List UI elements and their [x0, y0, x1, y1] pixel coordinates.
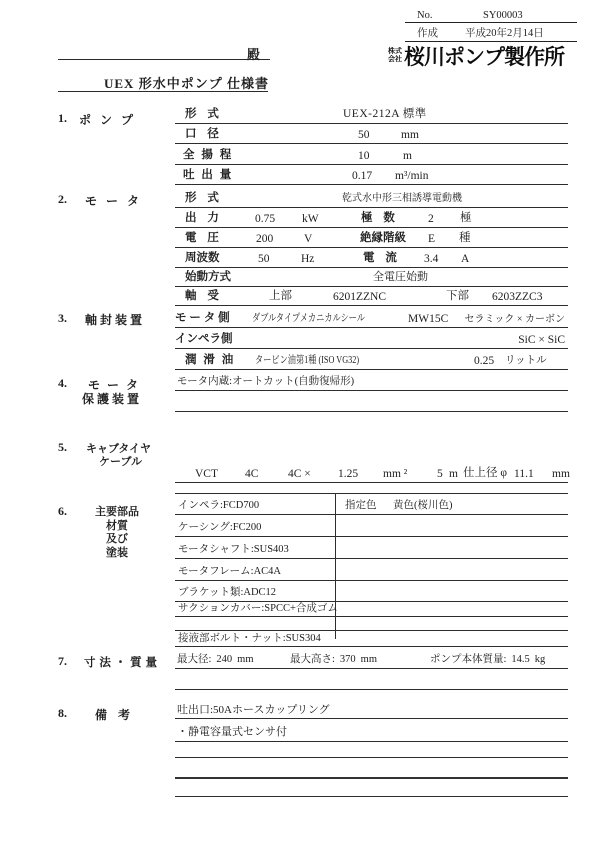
motor-output-label: 出 力: [185, 212, 223, 224]
coating-color-label: 指定色: [345, 500, 377, 511]
section-6-label-line1: 主要部品: [95, 506, 139, 518]
lubricant-row: [175, 349, 568, 370]
section-8-number: 8.: [58, 706, 67, 720]
company-prefix-top: 株式: [388, 47, 402, 55]
materials-table: [175, 493, 568, 647]
motor-frequency-label: 周波数: [185, 252, 220, 264]
material-row-bolts: [175, 631, 568, 647]
company-logo: [388, 41, 564, 71]
addressee-suffix: 殿: [247, 47, 261, 62]
cable-length-value: 5: [437, 468, 443, 480]
pump-head-row: [175, 144, 568, 165]
material-row-impeller: [175, 494, 568, 515]
motor-current-label: 電 流: [363, 252, 401, 264]
protection-row: [175, 374, 568, 391]
section-6-label-line4: 塗装: [106, 546, 128, 559]
pump-bore-row: [175, 124, 568, 144]
section-4-label-line2: 保 護 装 置: [82, 392, 140, 406]
section-8-label: 備 考: [95, 708, 135, 722]
pump-weight-value: 14.5: [511, 654, 530, 665]
section-5-label-line2: ケーブル: [99, 456, 143, 468]
section-5-number: 5.: [58, 440, 67, 454]
max-diameter-value: 240: [216, 654, 233, 665]
section-2-number: 2.: [58, 192, 67, 206]
material-bracket: ブラケット類:ADC12: [178, 587, 277, 598]
max-height-unit: mm: [360, 654, 378, 665]
created-row: [405, 23, 577, 42]
motor-frequency-value: 50: [258, 253, 270, 265]
cable-table: [175, 462, 568, 483]
material-bolts: 接液部ボルト・ナット:SUS304: [178, 633, 321, 644]
lubricant-label: 潤 滑 油: [185, 354, 236, 366]
motor-spec-table: [175, 188, 568, 306]
pump-spec-table: [175, 105, 568, 185]
seal-motor-side-label: モ ー タ 側: [175, 312, 230, 324]
material-casing: ケーシング:FC200: [178, 522, 262, 533]
coating-color-value: 黄色(桜川色): [393, 500, 453, 511]
remarks-table: [175, 703, 568, 797]
section-3-label: 軸 封 装 置: [85, 313, 143, 327]
motor-insulation-unit: 種: [459, 232, 471, 244]
section-3-number: 3.: [58, 311, 67, 325]
remarks-empty-row-1: [175, 742, 568, 758]
pump-head-value: 10: [358, 150, 370, 162]
cable-row: [175, 462, 568, 483]
bearing-upper-label: 上部: [269, 290, 292, 302]
material-row-empty: [175, 617, 568, 631]
motor-voltage-value: 200: [256, 233, 274, 245]
seal-impeller-side-row: [175, 328, 568, 349]
section-1-label: ポ ン プ: [79, 113, 137, 127]
dimensions-empty-row: [175, 669, 568, 690]
seal-motor-side-material: セラミック × カーボン: [464, 314, 565, 325]
pump-bore-value: 50: [358, 129, 370, 141]
max-diameter-cell: [177, 651, 259, 666]
motor-bearing-label: 軸 受: [185, 290, 223, 302]
pump-capacity-unit: m³/min: [395, 170, 429, 182]
lubricant-unit: リットル: [505, 355, 547, 366]
section-6-label-line2: 材質: [106, 519, 128, 532]
section-5-label-line1: キャブタイヤ: [86, 443, 152, 455]
motor-frequency-row: [175, 248, 568, 268]
cable-type: VCT: [195, 468, 218, 480]
max-height-label: 最大高さ:: [290, 654, 335, 665]
material-row-suction-cover: [175, 602, 568, 617]
max-diameter-label: 最大径:: [177, 654, 212, 665]
material-suction-cover: サクションカバー:SPCC+合成ゴム: [178, 603, 338, 614]
section-2-label: モ ー タ: [85, 194, 143, 208]
motor-output-unit: kW: [302, 213, 319, 225]
created-label: 作成: [417, 28, 438, 39]
doc-no-row: [405, 9, 577, 23]
dimensions-table: [175, 651, 568, 690]
motor-voltage-row: [175, 228, 568, 248]
bearing-upper-value: 6201ZZNC: [333, 291, 387, 303]
company-name: 桜川ポンプ製作所: [404, 46, 564, 69]
motor-output-row: [175, 208, 568, 228]
seal-motor-side-model: MW15C: [408, 313, 449, 325]
pump-model-row: [175, 105, 568, 124]
protection-table: [175, 374, 568, 412]
remarks-row-2: [175, 719, 568, 742]
motor-start-value: 全電圧始動: [373, 271, 428, 283]
doc-no-value: SY00003: [483, 10, 523, 21]
section-1-number: 1.: [58, 111, 67, 125]
shaft-seal-table: [175, 307, 568, 370]
motor-insulation-value: E: [428, 233, 436, 245]
pump-capacity-value: 0.17: [352, 170, 373, 182]
cable-length-unit: m: [449, 468, 458, 480]
motor-start-label: 始動方式: [185, 271, 231, 283]
cable-size: 1.25: [338, 468, 359, 480]
created-value: 平成20年2月14日: [465, 28, 544, 39]
section-6-label-line3: 及び: [106, 533, 128, 545]
pump-head-unit: m: [403, 150, 412, 162]
material-impeller: インペラ:FCD700: [178, 500, 260, 511]
pump-capacity-label: 吐 出 量: [183, 169, 234, 181]
motor-type-row: [175, 188, 568, 208]
remarks-empty-row-2: [175, 758, 568, 779]
title-underline: [58, 91, 268, 92]
pump-head-label: 全 揚 程: [183, 149, 234, 161]
pump-weight-cell: [430, 651, 550, 666]
bearing-lower-label: 下部: [446, 290, 469, 302]
protection-content: モータ内蔵:オートカット(自動復帰形): [177, 376, 355, 387]
remarks-line1: 吐出口:50Aホースカップリング: [177, 704, 330, 716]
seal-motor-side-row: [175, 307, 568, 328]
lubricant-desc: タービン油第1種 (ISO VG32): [255, 355, 360, 366]
protection-empty-row: [175, 391, 568, 412]
motor-poles-value: 2: [428, 213, 434, 225]
dimensions-row: [175, 651, 568, 669]
motor-current-unit: A: [461, 253, 470, 265]
motor-type-label: 形 式: [185, 192, 223, 204]
cable-cores: 4C: [245, 468, 259, 480]
section-7-label: 寸 法 ・ 質 量: [84, 657, 158, 669]
motor-insulation-label: 絶縁階級: [360, 232, 406, 244]
material-row-frame: [175, 559, 568, 581]
seal-impeller-side-label: インペラ側: [175, 333, 233, 345]
doc-title: UEX 形水中ポンプ 仕様書: [104, 76, 269, 91]
seal-motor-side-desc: ダブルタイプメカニカルシール: [252, 313, 365, 324]
pump-bore-label: 口 径: [185, 128, 223, 140]
motor-poles-label: 極 数: [361, 212, 399, 224]
pump-weight-label: ポンプ本体質量:: [430, 654, 507, 665]
lubricant-value: 0.25: [474, 355, 495, 367]
cable-size-unit: mm ²: [383, 468, 408, 480]
cable-finish-label: 仕上径 φ: [463, 467, 508, 479]
doc-no-label: No.: [417, 10, 433, 21]
max-height-value: 370: [339, 654, 356, 665]
material-frame: モータフレーム:AC4A: [178, 566, 281, 577]
company-prefix-bottom: 会社: [388, 56, 402, 63]
motor-bearing-row: [175, 287, 568, 306]
cable-finish-unit: mm: [552, 468, 570, 480]
remarks-line2: ・静電容量式センサ付: [177, 726, 287, 738]
pump-model-value: UEX-212A 標準: [343, 108, 427, 120]
remarks-row-1: [175, 703, 568, 719]
pump-weight-unit: kg: [534, 654, 546, 665]
section-4-label-line1: モ ー タ: [88, 378, 141, 392]
section-6-label: [88, 506, 146, 560]
cable-spec: 4C ×: [288, 468, 311, 480]
section-6-number: 6.: [58, 504, 67, 518]
pump-model-label: 形 式: [185, 108, 223, 120]
material-row-shaft: [175, 537, 568, 559]
section-4-number: 4.: [58, 376, 67, 390]
motor-output-value: 0.75: [255, 213, 276, 225]
pump-bore-unit: mm: [401, 129, 419, 141]
motor-frequency-unit: Hz: [301, 253, 315, 265]
motor-current-value: 3.4: [424, 253, 439, 265]
material-shaft: モータシャフト:SUS403: [178, 544, 289, 555]
pump-capacity-row: [175, 165, 568, 185]
max-height-cell: [290, 651, 382, 666]
section-7-number: 7.: [58, 654, 67, 668]
doc-meta-table: [405, 9, 577, 42]
addressee-underline: [58, 59, 270, 60]
cable-finish-value: 11.1: [514, 468, 534, 480]
motor-voltage-label: 電 圧: [185, 232, 223, 244]
material-row-casing: [175, 515, 568, 537]
bearing-lower-value: 6203ZZC3: [492, 291, 543, 303]
material-row-bracket: [175, 581, 568, 602]
remarks-empty-row-3: [175, 779, 568, 797]
max-diameter-unit: mm: [237, 654, 254, 665]
motor-poles-unit: 極: [460, 212, 472, 224]
motor-voltage-unit: V: [304, 233, 313, 245]
motor-type-value: 乾式水中形三相誘導電動機: [342, 193, 462, 204]
company-prefix: [388, 48, 402, 64]
seal-impeller-side-material: SiC × SiC: [518, 334, 565, 346]
motor-start-row: [175, 268, 568, 287]
